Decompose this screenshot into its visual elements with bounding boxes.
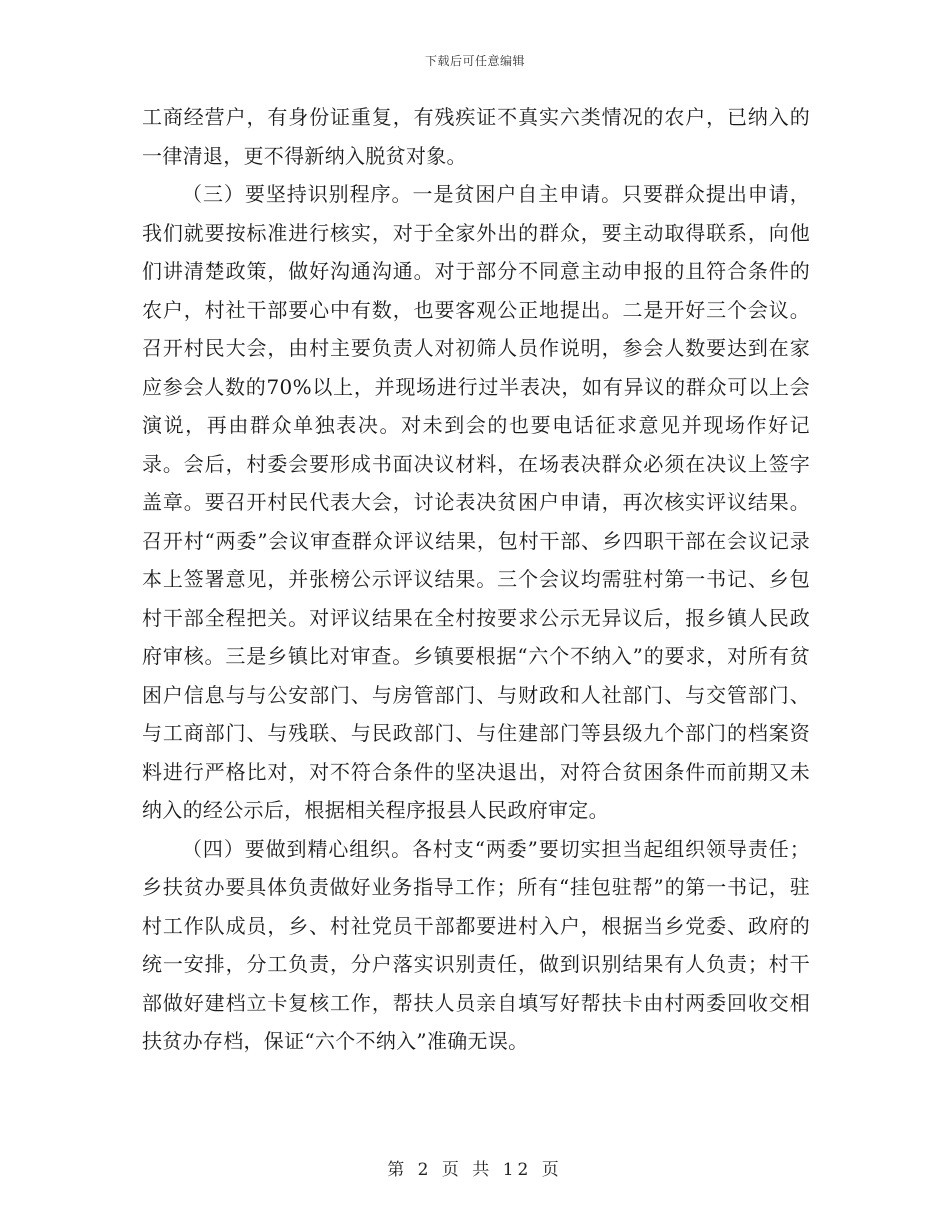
page-number-footer: 第 2 页 共 12 页 [387, 1160, 563, 1180]
paragraph-continuation: 工商经营户，有身份证重复，有残疾证不真实六类情况的农户，已纳入的一律清退，更不得新纳入脱贫对象。 [142, 105, 810, 168]
paragraph-section-four: （四）要做到精心组织。各村支“两委”要切实担当起组织领导责任；乡扶贫办要具体负责做好业务指导工作；所有“挂包驻帮”的第一书记，驻村工作队成员，乡、村社党员干部都要进村入户，根据当乡党委、政府的统一安排，分工负责，分户落实识别责任，做到识别结果有人负责；村干部做好建档立卡复核工作，帮扶人员亲自填写好帮扶卡由村两委回收交相扶贫办存档，保证“六个不纳入”准确无误。 [142, 836, 810, 1053]
document-body [142, 98, 810, 1061]
paragraph-section-three: （三）要坚持识别程序。一是贫困户自主申请。只要群众提出申请，我们就要按标准进行核实，对于全家外出的群众，要主动取得联系，向他们讲清楚政策，做好沟通沟通。对于部分不同意主动申报的且符合条件的农户，村社干部要心中有数，也要客观公正地提出。二是开好三个会议。召开村民大会，由村主要负责人对初筛人员作说明，参会人数要达到在家应参会人数的70%以上，并现场进行过半表决，如有异议的群众可以上会演说，再由群众单独表决。对未到会的也要电话征求意见并现场作好记录。会后，村委会要形成书面决议材料，在场表决群众必须在决议上签字盖章。要召开村民代表大会，讨论表决贫困户申请，再次核实评议结果。召开村“两委”会议审查群众评议结果，包村干部、乡四职干部在会议记录本上签署意见，并张榜公示评议结果。三个会议均需驻村第一书记、乡包村干部全程把关。对评议结果在全村按要求公示无异议后，报乡镇人民政府审核。三是乡镇比对审查。乡镇要根据“六个不纳入”的要求，对所有贫困户信息与与公安部门、与房管部门、与财政和人社部门、与交管部门、与工商部门、与残联、与民政部门、与住建部门等县级九个部门的档案资料进行严格比对，对不符合条件的坚决退出，对符合贫困条件而前期又未纳入的经公示后，根据相关程序报县人民政府审定。 [142, 182, 810, 822]
header-note: 下载后可任意编辑 [424, 54, 525, 68]
